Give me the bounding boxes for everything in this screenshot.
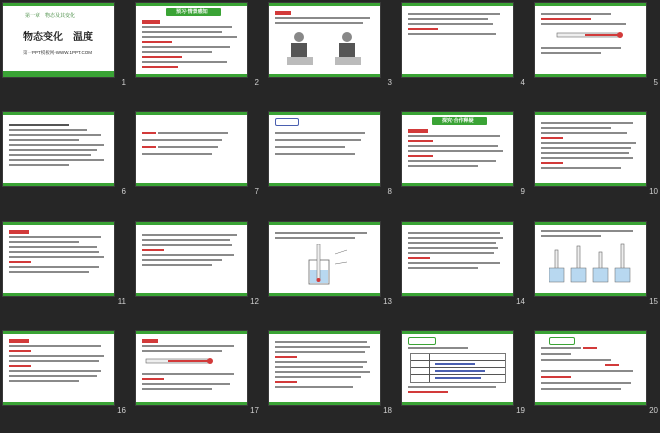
slide-sorter-grid bbox=[3, 3, 657, 431]
section-banner: 探究·合作释疑 bbox=[432, 117, 487, 125]
slide-number: 13 bbox=[383, 297, 392, 306]
slide-14 bbox=[402, 222, 513, 296]
slide-9 bbox=[402, 112, 513, 186]
slide-thumbnail[interactable] bbox=[535, 112, 658, 194]
slide-number: 16 bbox=[117, 406, 126, 415]
slide-thumbnail[interactable] bbox=[269, 112, 392, 194]
slide-thumbnail[interactable] bbox=[136, 222, 259, 304]
slide-19 bbox=[402, 331, 513, 405]
slide-6 bbox=[3, 112, 114, 186]
slide-footer-bar bbox=[3, 71, 114, 77]
slide-number: 17 bbox=[250, 406, 259, 415]
slide-thumbnail[interactable] bbox=[402, 222, 525, 304]
slide-number: 15 bbox=[649, 297, 658, 306]
slide-thumbnail[interactable] bbox=[269, 3, 392, 85]
slide-thumbnail[interactable] bbox=[402, 3, 525, 85]
slide-2 bbox=[136, 3, 247, 77]
slide-number: 2 bbox=[254, 78, 259, 87]
slide-thumbnail[interactable] bbox=[535, 331, 658, 413]
footer-text: 第一PPT模板网-WWW.1PPT.COM bbox=[23, 50, 92, 55]
slide-5 bbox=[535, 3, 646, 77]
slide-thumbnail[interactable] bbox=[3, 331, 126, 413]
slide-number: 11 bbox=[117, 297, 126, 306]
slide-number: 6 bbox=[121, 187, 126, 196]
slide-15 bbox=[535, 222, 646, 296]
slide-thumbnail[interactable] bbox=[535, 222, 658, 304]
slide-7 bbox=[136, 112, 247, 186]
slide-thumbnail[interactable] bbox=[269, 331, 392, 413]
slide-number: 12 bbox=[250, 297, 259, 306]
experiment-illustration bbox=[287, 31, 367, 69]
thermometer-icon bbox=[144, 355, 218, 367]
slide-number: 5 bbox=[653, 78, 658, 87]
slide-number: 8 bbox=[387, 187, 392, 196]
slide-number: 3 bbox=[387, 78, 392, 87]
slide-number: 10 bbox=[649, 187, 658, 196]
slide-thumbnail[interactable] bbox=[136, 331, 259, 413]
slide-16 bbox=[3, 331, 114, 405]
slide-20 bbox=[535, 331, 646, 405]
slide-thumbnail[interactable] bbox=[136, 3, 259, 85]
slide-number: 7 bbox=[254, 187, 259, 196]
thermometer-icon bbox=[555, 29, 625, 41]
slide-header-bar bbox=[3, 3, 114, 6]
thermometers-illustration bbox=[549, 242, 635, 288]
slide-3 bbox=[269, 3, 380, 77]
slide-number: 19 bbox=[516, 406, 525, 415]
summary-table bbox=[410, 353, 506, 383]
slide-17 bbox=[136, 331, 247, 405]
slide-10 bbox=[535, 112, 646, 186]
slide-number: 18 bbox=[383, 406, 392, 415]
slide-11 bbox=[3, 222, 114, 296]
slide-thumbnail[interactable] bbox=[402, 112, 525, 194]
slide-title: 物态变化 温度 bbox=[23, 32, 93, 43]
slide-12 bbox=[136, 222, 247, 296]
slide-number: 1 bbox=[121, 78, 126, 87]
slide-4 bbox=[402, 3, 513, 77]
slide-18 bbox=[269, 331, 380, 405]
slide-thumbnail[interactable] bbox=[3, 112, 126, 194]
chapter-label: 第一章 物态及其变化 bbox=[25, 13, 76, 19]
slide-number: 4 bbox=[520, 78, 525, 87]
slide-number: 14 bbox=[516, 297, 525, 306]
slide-number: 20 bbox=[649, 406, 658, 415]
slide-thumbnail[interactable] bbox=[136, 112, 259, 194]
slide-13 bbox=[269, 222, 380, 296]
slide-thumbnail[interactable] bbox=[3, 222, 126, 304]
slide-thumbnail[interactable] bbox=[402, 331, 525, 413]
slide-1 bbox=[3, 3, 114, 77]
slide-thumbnail[interactable] bbox=[269, 222, 392, 304]
slide-thumbnail[interactable] bbox=[3, 3, 126, 85]
slide-8 bbox=[269, 112, 380, 186]
slide-number: 9 bbox=[520, 187, 525, 196]
beaker-thermometer-illustration bbox=[295, 244, 355, 288]
slide-thumbnail[interactable] bbox=[535, 3, 658, 85]
section-banner: 预习·情景感知 bbox=[166, 8, 221, 16]
